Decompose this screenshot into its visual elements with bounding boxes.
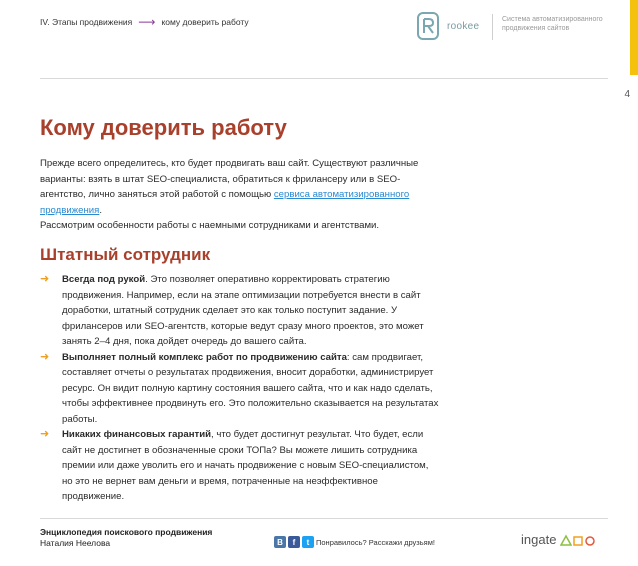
intro-text-end: .: [99, 204, 102, 216]
header-rule: [40, 78, 608, 79]
list-item: [40, 350, 440, 428]
bullet-bold: Выполняет полный комплекс работ по продвижению сайта: [62, 351, 347, 363]
vk-icon[interactable]: В: [274, 536, 286, 548]
social-share: [274, 536, 314, 548]
breadcrumb-current[interactable]: кому доверить работу: [161, 17, 249, 27]
page-tab: [630, 0, 638, 75]
share-text: Понравилось? Расскажи друзьям!: [316, 538, 435, 547]
page-title: Кому доверить работу: [40, 115, 287, 140]
page-number: 4: [624, 89, 630, 100]
intro-second: Рассмотрим особенности работы с наемными сотрудниками и агентствами.: [40, 220, 380, 231]
list-item: [40, 427, 440, 505]
bullet-list: [40, 272, 440, 505]
service-link[interactable]: сервиса автоматизированного продвижения: [40, 189, 410, 216]
intro-text: Прежде всего определитесь, кто будет продвигать ваш сайт. Существуют различные варианты: взять в штат SEO-специалиста, обратиться к фрилансеру или в SEO-агентство, лично заняться этой работой с помощью: [40, 158, 419, 200]
bullet-arrow-icon: ➜: [40, 273, 50, 285]
rookee-logo-icon: [417, 12, 439, 40]
list-item: [40, 272, 440, 350]
breadcrumb: [40, 17, 249, 27]
footer-rule: [40, 518, 608, 519]
bullet-text: , что будет достигнут результат. Что будет, если сайт не достигнет в обозначенные сроки ТОПа? Вы можете лишить сотрудника премии или даже уволить его и начать продвижение с новым SEO-специалистом, но это не вернет вам деньги и время, потраченные на неэффективное продвижение.: [62, 429, 429, 502]
ingate-logo[interactable]: [521, 532, 596, 547]
author-name: Наталия Неелова: [40, 537, 111, 548]
bullet-bold: Всегда под рукой: [62, 274, 146, 285]
ingate-word: ingate: [521, 532, 557, 547]
bullet-text: . Это позволяет оперативно корректировать стратегию продвижения. Например, если на этапе оптимизации потребуется внести в сайт доработки, штатный сотрудник сделает это как только поступит задание. У фрилансеров или SEO-агентств, которые ведут сразу много проектов, это может занять 2–4 дня, пока дойдет очередь до вашего сайта.: [62, 274, 424, 347]
bullet-arrow-icon: ➜: [40, 350, 50, 363]
logo-word: rookee: [447, 20, 480, 32]
section-subtitle: Штатный сотрудник: [40, 245, 211, 264]
footer-credits: [40, 527, 212, 548]
intro-paragraph: [40, 156, 435, 234]
book-title: Энциклопедия поискового продвижения: [40, 527, 213, 537]
tagline: Система автоматизированного продвижения сайтов: [502, 16, 603, 32]
facebook-icon[interactable]: f: [288, 536, 300, 548]
twitter-icon[interactable]: t: [302, 536, 314, 548]
header-divider: [492, 14, 493, 40]
rookee-logo[interactable]: [417, 12, 479, 40]
arrow-right-icon: ⟶: [138, 15, 156, 29]
breadcrumb-section[interactable]: IV. Этапы продвижения: [40, 17, 133, 27]
bullet-text: : сам продвигает, составляет отчеты о результатах продвижения, вносит доработки, администрирует ресурс. Он видит полную картину состояния вашего сайта, что и как надо сделать, чтобы эффективнее продвинуть его. Это положительно сказывается на результатах работы.: [62, 351, 439, 425]
ingate-shapes-icon: [560, 534, 596, 546]
bullet-bold: Никаких финансовых гарантий: [62, 429, 211, 440]
bullet-arrow-icon: ➜: [40, 428, 50, 440]
